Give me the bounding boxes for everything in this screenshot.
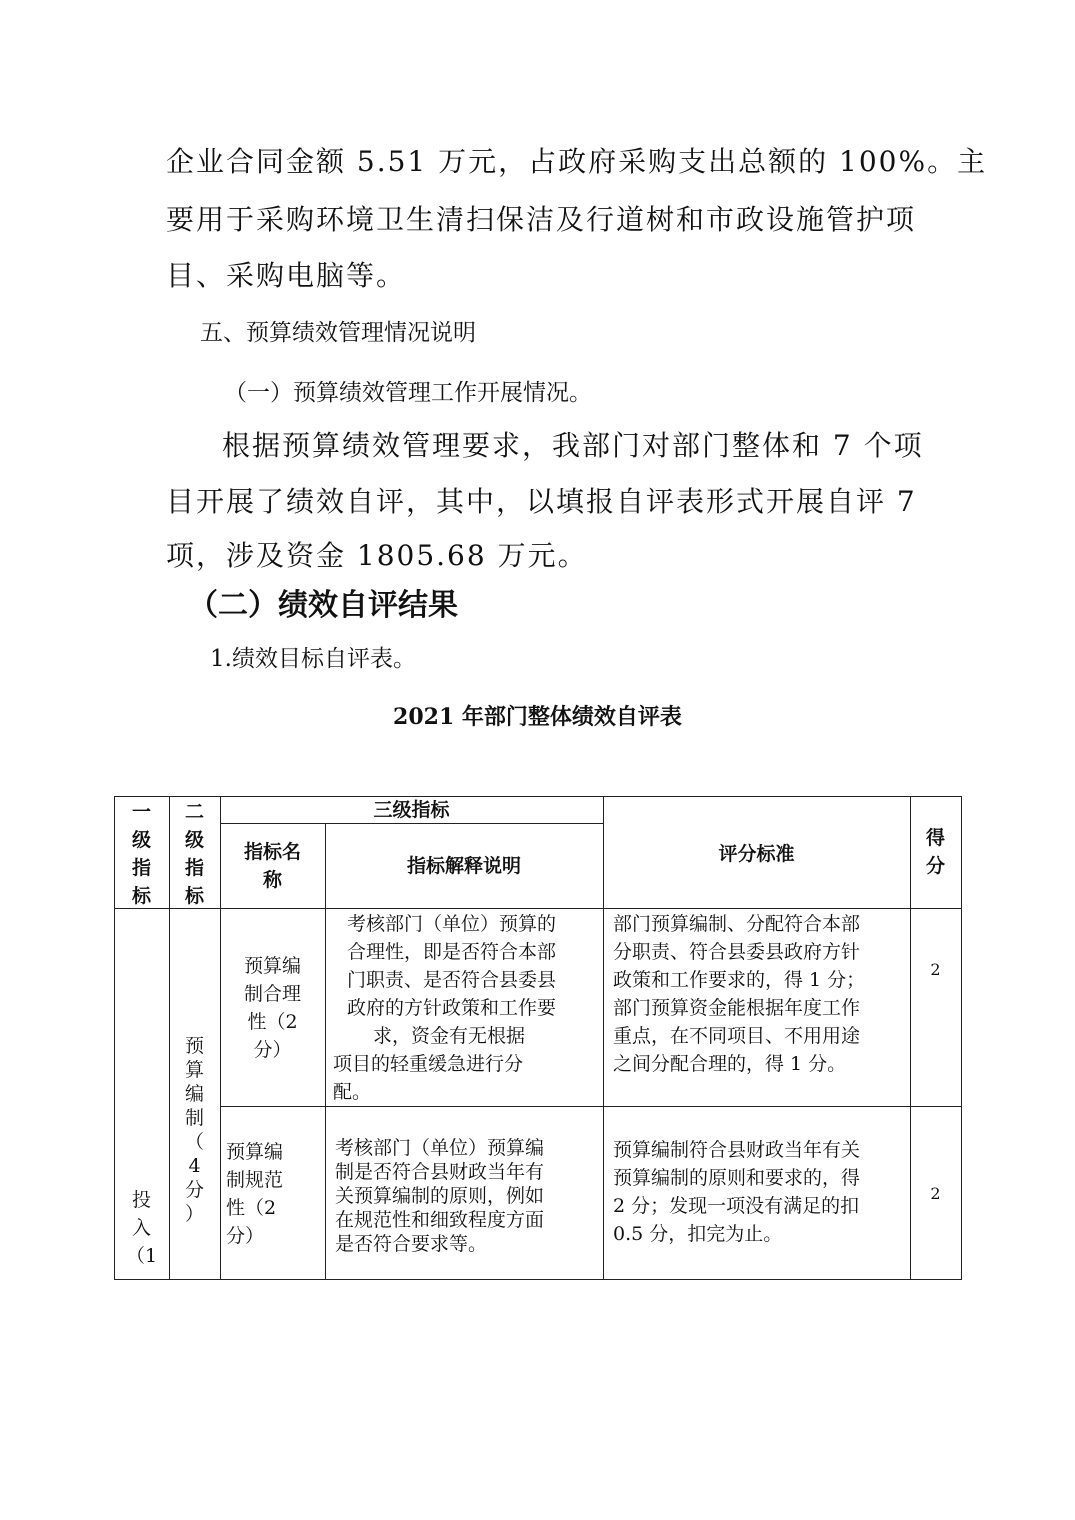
header-score: 得 分 <box>925 827 945 877</box>
paragraph-line: 目开展了绩效自评，其中，以填报自评表形式开展自评 7 <box>166 485 917 518</box>
table-row-2-score: 2 <box>930 1184 941 1203</box>
table-border-bottom <box>114 1279 962 1280</box>
performance-table <box>114 796 962 1280</box>
table-row-2-criteria: 预算编制符合县财政当年有关 预算编制的原则和要求的，得 2 分；发现一项没有满足的扣 0.5 分，扣完为止。 <box>613 1139 861 1245</box>
table-row-2-name: 预算编 制规范 性（2 分） <box>226 1141 284 1247</box>
subsection-heading: （一）预算绩效管理工作开展情况。 <box>224 380 592 406</box>
table-row-1-name: 预算编 制合理 性（2 分） <box>243 955 301 1061</box>
table-rule <box>603 796 604 1280</box>
paragraph-line: 目、采购电脑等。 <box>166 259 407 292</box>
paragraph-line: 要用于采购环境卫生清扫保洁及行道树和市政设施管护项 <box>166 203 917 236</box>
table-title: 2021 年部门整体绩效自评表 <box>393 704 682 730</box>
paragraph-line: 项，涉及资金 1805.68 万元。 <box>166 539 588 572</box>
table-row-1-explain: 考核部门（单位）预算的 合理性，即是否符合本部 门职责、是否符合县委县 政府的方针政策和工作要 求，资金有无根据 项目的轻重缓急进行分 配。 <box>333 913 557 1103</box>
section-heading: 五、预算绩效管理情况说明 <box>200 320 476 346</box>
paragraph-line: 企业合同金额 5.51 万元，占政府采购支出总额的 100%。主 <box>166 145 988 178</box>
header-level2: 二 级 指 标 <box>184 801 204 907</box>
header-indicator-explain: 指标解释说明 <box>406 855 521 877</box>
table-border-right <box>961 796 962 1280</box>
table-row-1-score: 2 <box>930 960 941 979</box>
paragraph-line: 根据预算绩效管理要求，我部门对部门整体和 7 个项 <box>222 429 924 462</box>
list-item: 1.绩效目标自评表。 <box>210 646 416 672</box>
level1-value: 投 入 （1 <box>125 1189 158 1267</box>
table-row-1-criteria: 部门预算编制、分配符合本部 分职责、符合县委县政府方针 政策和工作要求的，得 1 分； 部门预算资金能根据年度工作 重点，在不同项目、不用用途 之间分配合理的，得 1 分。 <box>613 913 866 1075</box>
header-level1: 一 级 指 标 <box>131 801 151 907</box>
table-rule <box>220 1106 962 1107</box>
header-level3: 三级指标 <box>373 799 450 821</box>
table-rule <box>325 823 326 1280</box>
subsection-heading-bold: （二）绩效自评结果 <box>188 588 458 623</box>
header-criteria: 评分标准 <box>718 843 795 865</box>
level2-value: 预 算 编 制 （ 4 分 ） <box>184 1035 204 1225</box>
table-row-2-explain: 考核部门（单位）预算编 制是否符合县财政当年有 关预算编制的原则，例如 在规范性和细致程度方面 是否符合要求等。 <box>335 1137 545 1255</box>
table-rule <box>114 908 962 909</box>
header-indicator-name: 指标名 称 <box>243 841 301 891</box>
